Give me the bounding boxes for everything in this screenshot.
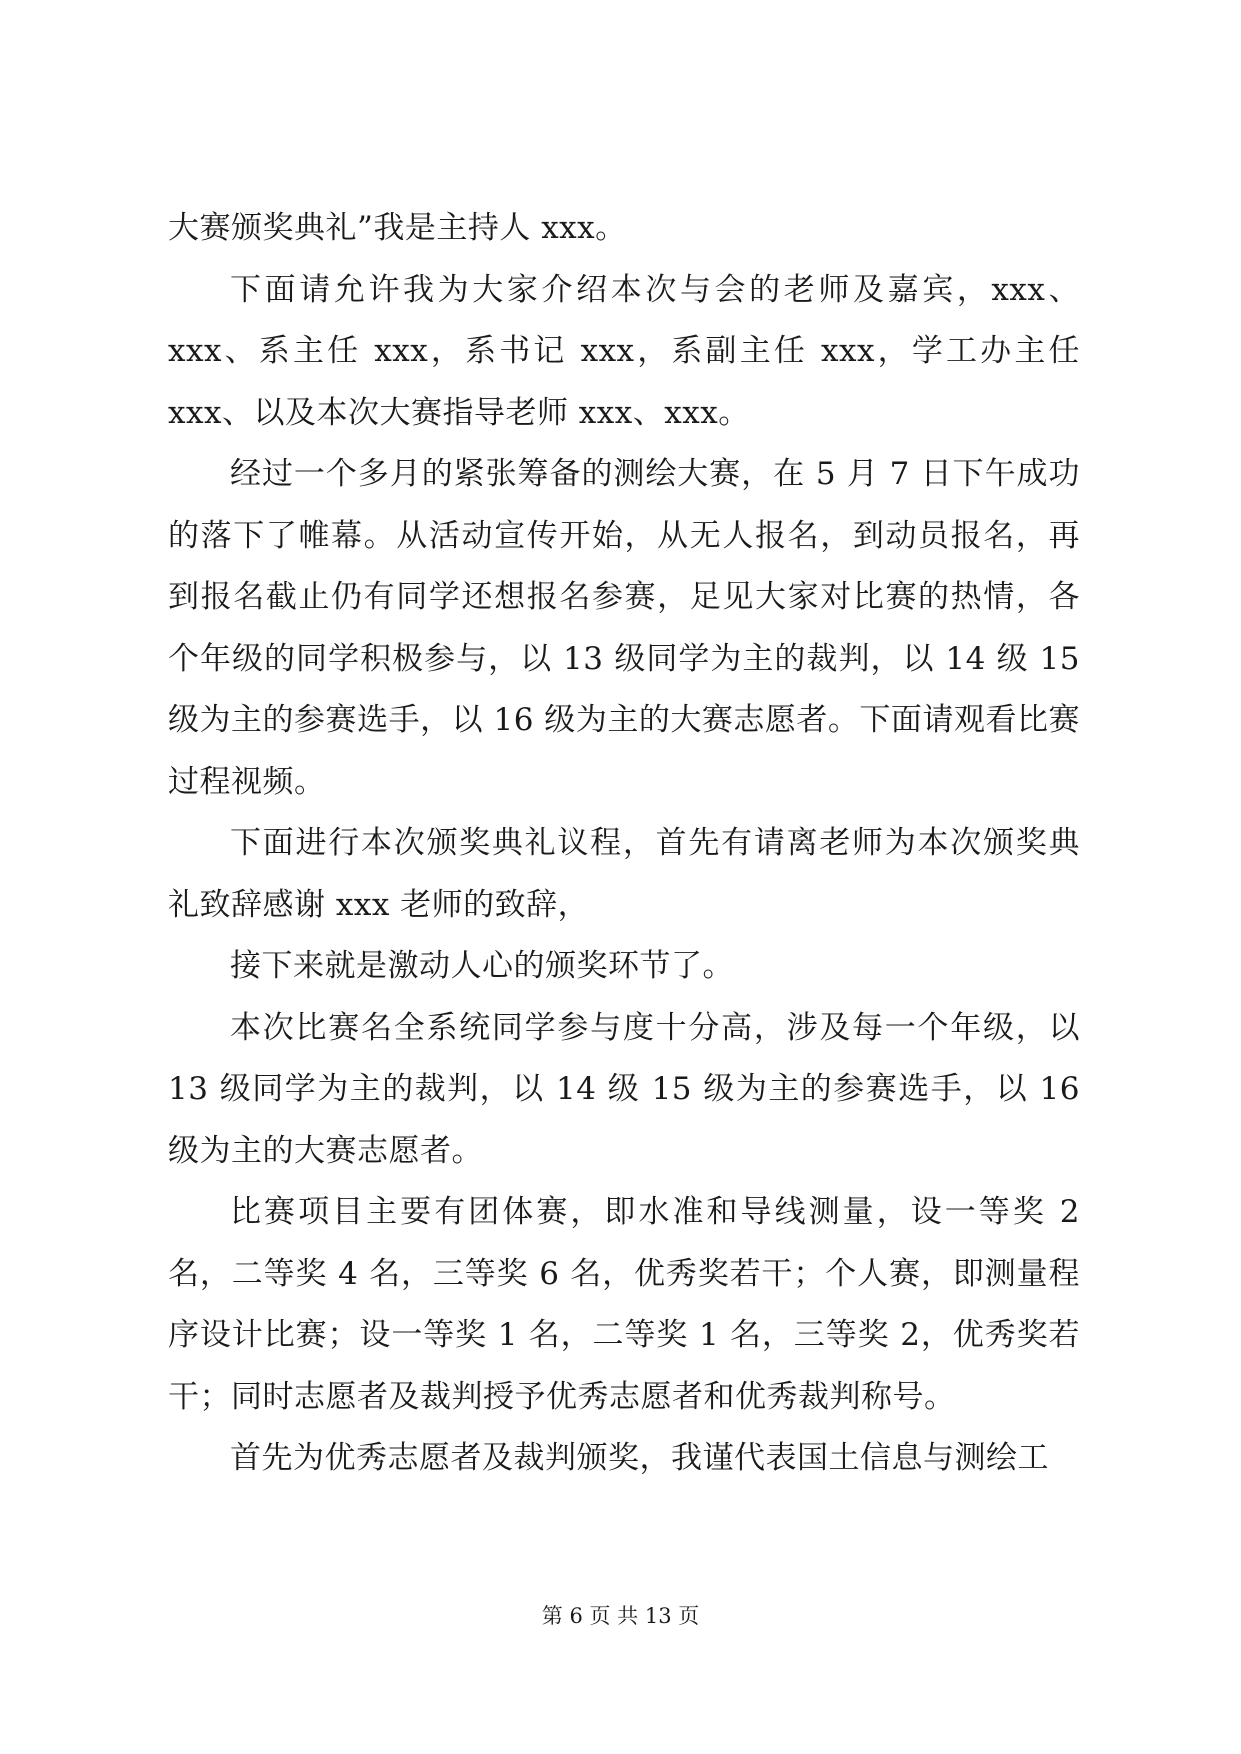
paragraph-award-intro: 接下来就是激动人心的颁奖环节了。	[230, 948, 734, 984]
paragraph-contest-summary: 经过一个多月的紧张筹备的测绘大赛，在 5 月 7 日下午成功的落下了帷幕。从活动宣传开始，从无人报名，到动员报名，再到报名截止仍有同学还想报名参赛，足见大家对比赛的热情，各个年级的同学积极参与，以 13 级同学为主的裁判，以 14 级 15 级为主的参赛选手，以 16 级为主的大赛志愿者。下面请观看比赛过程视频。	[168, 456, 1080, 800]
page-number-footer: 第 6 页 共 13 页	[541, 1604, 700, 1628]
paragraph-guest-introduction: 下面请允许我为大家介绍本次与会的老师及嘉宾，xxx、xxx、系主任 xxx，系书记 xxx，系副主任 xxx，学工办主任 xxx、以及本次大赛指导老师 xxx、xxx。	[168, 271, 1080, 431]
document-body	[168, 198, 1080, 1490]
paragraph-award-categories: 比赛项目主要有团体赛，即水准和导线测量，设一等奖 2 名，二等奖 4 名，三等奖 6 名，优秀奖若干；个人赛，即测量程序设计比赛；设一等奖 1 名，二等奖 1 名，三等奖 2，优秀奖若干；同时志愿者及裁判授予优秀志愿者和优秀裁判称号。	[168, 1194, 1080, 1415]
paragraph-volunteer-awards: 首先为优秀志愿者及裁判颁奖，我谨代表国土信息与测绘工	[230, 1440, 1049, 1476]
paragraph-ceremony-agenda: 下面进行本次颁奖典礼议程，首先有请离老师为本次颁奖典礼致辞感谢 xxx 老师的致辞，	[168, 825, 1080, 923]
paragraph-continued: 大赛颁奖典礼”我是主持人 xxx。	[168, 210, 627, 246]
paragraph-participation: 本次比赛名全系统同学参与度十分高，涉及每一个年级，以 13 级同学为主的裁判，以 14 级 15 级为主的参赛选手，以 16 级为主的大赛志愿者。	[168, 1009, 1080, 1169]
